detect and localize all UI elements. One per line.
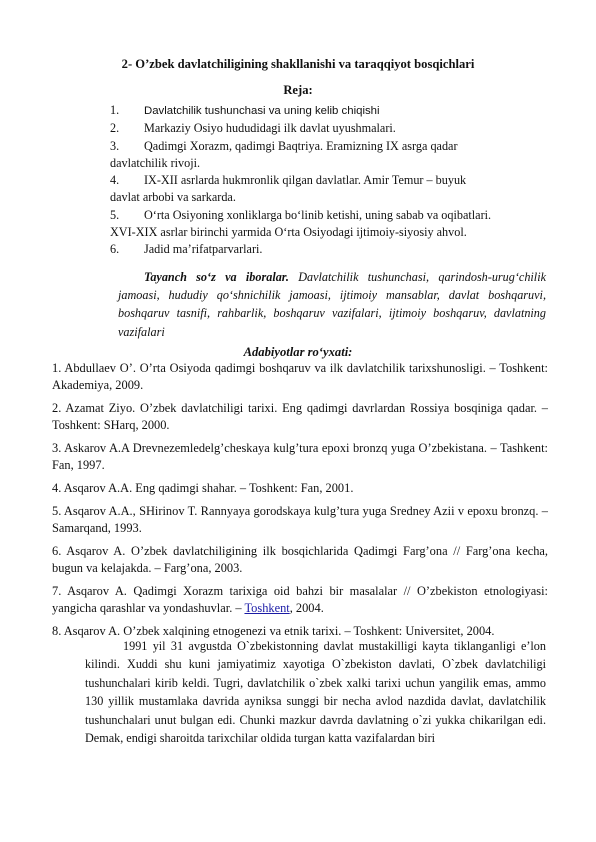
reference-text-end: , 2004. bbox=[289, 601, 324, 615]
plan-item-continuation: XVI-XIX asrlar birinchi yarmida O‘rta Osiyodagi ijtimoiy-siyosiy ahvol. bbox=[110, 225, 467, 240]
references-list bbox=[52, 360, 548, 646]
plan-item-number: 2. bbox=[110, 121, 120, 136]
reference-item: 6. Asqarov A. O’zbek davlatchiligining ilk bosqichlarida Qadimgi Farg’ona // Farg’ona kecha, bugun va kelajakda. – Farg’ona, 2003. bbox=[52, 544, 548, 575]
plan-item bbox=[110, 207, 546, 242]
reference-item bbox=[52, 583, 548, 617]
references-heading: Adabiyotlar ro‘yxati: bbox=[243, 345, 353, 359]
plan-item-text: Jadid ma’rifatparvarlari. bbox=[144, 242, 263, 257]
plan-item bbox=[110, 241, 546, 258]
plan-item bbox=[110, 138, 546, 173]
plan-item-text: Markaziy Osiyo hududidagi ilk davlat uyushmalari. bbox=[144, 121, 396, 136]
plan-item-continuation: davlatchilik rivoji. bbox=[110, 155, 201, 170]
plan-item-number: 6. bbox=[110, 242, 120, 257]
key-terms-paragraph bbox=[118, 268, 546, 341]
plan-item-text: IX-XII asrlarda hukmronlik qilgan davlatlar. Amir Temur – buyuk bbox=[144, 173, 467, 188]
plan-list bbox=[110, 102, 546, 259]
plan-item bbox=[110, 172, 546, 207]
plan-item bbox=[110, 120, 546, 137]
reference-item: 4. Asqarov A.A. Eng qadimgi shahar. – Toshkent: Fan, 2001. bbox=[52, 481, 354, 495]
plan-item bbox=[110, 102, 546, 120]
reference-item: 2. Azamat Ziyo. O’zbek davlatchiligi tarixi. Eng qadimgi davrlardan Rossiya bosqiniga qadar. – Toshkent: SHarq, 2000. bbox=[52, 401, 548, 432]
reference-item: 5. Asqarov A.A., SHirinov T. Rannyaya gorodskaya kulg’tura yuga Sredney Azii v epoxu bronzq. – Samarqand, 1993. bbox=[52, 504, 548, 535]
key-terms-label: Tayanch so‘z va iboralar. bbox=[144, 270, 289, 284]
plan-heading: Reja: bbox=[283, 83, 313, 97]
key-terms-text: Davlatchilik tushunchasi, qarindosh-urug‘chilik jamoasi, hududiy qo‘shnichilik jamoasi, ijtimoiy mansablar, davlat boshqaruvi, boshqaruv tasnifi, rahbarlik, boshqaruv vazifalari, ijtimoiy boshqaruv, davlatning vazifalari bbox=[118, 270, 546, 339]
body-paragraph: 1991 yil 31 avgustda O`zbekistonning davlat mustakilligi kayta tiklanganligi e’lon kilindi. Xuddi shu kuni jamiyatimiz xayotiga O`zbekiston davlati, O`zbek davlatchiligi tushunchalari kirib keldi. Tugri, davlatchilik o`zbek xalki tarixi uchun yangilik emas, ammo 130 yillik mustamlaka davrida ayniksa sunggi bir necha avlod nazdida davlat, davlatchilik tushunchalari unut bulgan edi. Chunki mazkur davrda davlatning o`zi yukka chikarilgan edi. Demak, endigi sharoitda tarixchilar oldida turgan katta vazifalardan biri bbox=[85, 639, 546, 746]
reference-link[interactable]: Toshkent bbox=[244, 601, 290, 615]
plan-item-number: 5. bbox=[110, 207, 120, 222]
reference-item: 8. Asqarov A. O’zbek xalqining etnogenezi va etnik tarixi. – Toshkent: Universitet, 2004. bbox=[52, 624, 495, 638]
plan-item-continuation: davlat arbobi va sarkarda. bbox=[110, 190, 236, 205]
reference-item: 3. Askarov A.A Drevnezemledelg’cheskaya kulg’tura epoxi bronzq yuga O’zbekistana. – Tashkent: Fan, 1997. bbox=[52, 441, 548, 472]
plan-item-text: Qadimgi Xorazm, qadimgi Baqtriya. Eramizning IX asrga qadar bbox=[144, 138, 458, 153]
plan-item-text: Davlatchilik tushunchasi va uning kelib chiqishi bbox=[144, 105, 380, 117]
reference-text: 7. Asqarov A. Qadimgi Xorazm tarixiga oid bahzi bir masalalar // O’zbekiston etnologiyasi: yangicha qarashlar va yondashuvlar. – bbox=[52, 584, 548, 615]
plan-item-number: 1. bbox=[110, 103, 120, 117]
plan-item-text: O‘rta Osiyoning xonliklarga bo‘linib ketishi, uning sabab va oqibatlari. bbox=[144, 207, 492, 222]
plan-item-number: 4. bbox=[110, 173, 120, 188]
plan-item-number: 3. bbox=[110, 138, 120, 153]
document-title: 2- O’zbek davlatchiligining shakllanishi va taraqqiyot bosqichlari bbox=[121, 57, 475, 71]
reference-item: 1. Abdullaev O’. O’rta Osiyoda qadimgi boshqaruv va ilk davlatchilik tarixshunosligi. – Toshkent: Akademiya, 2009. bbox=[52, 361, 548, 392]
